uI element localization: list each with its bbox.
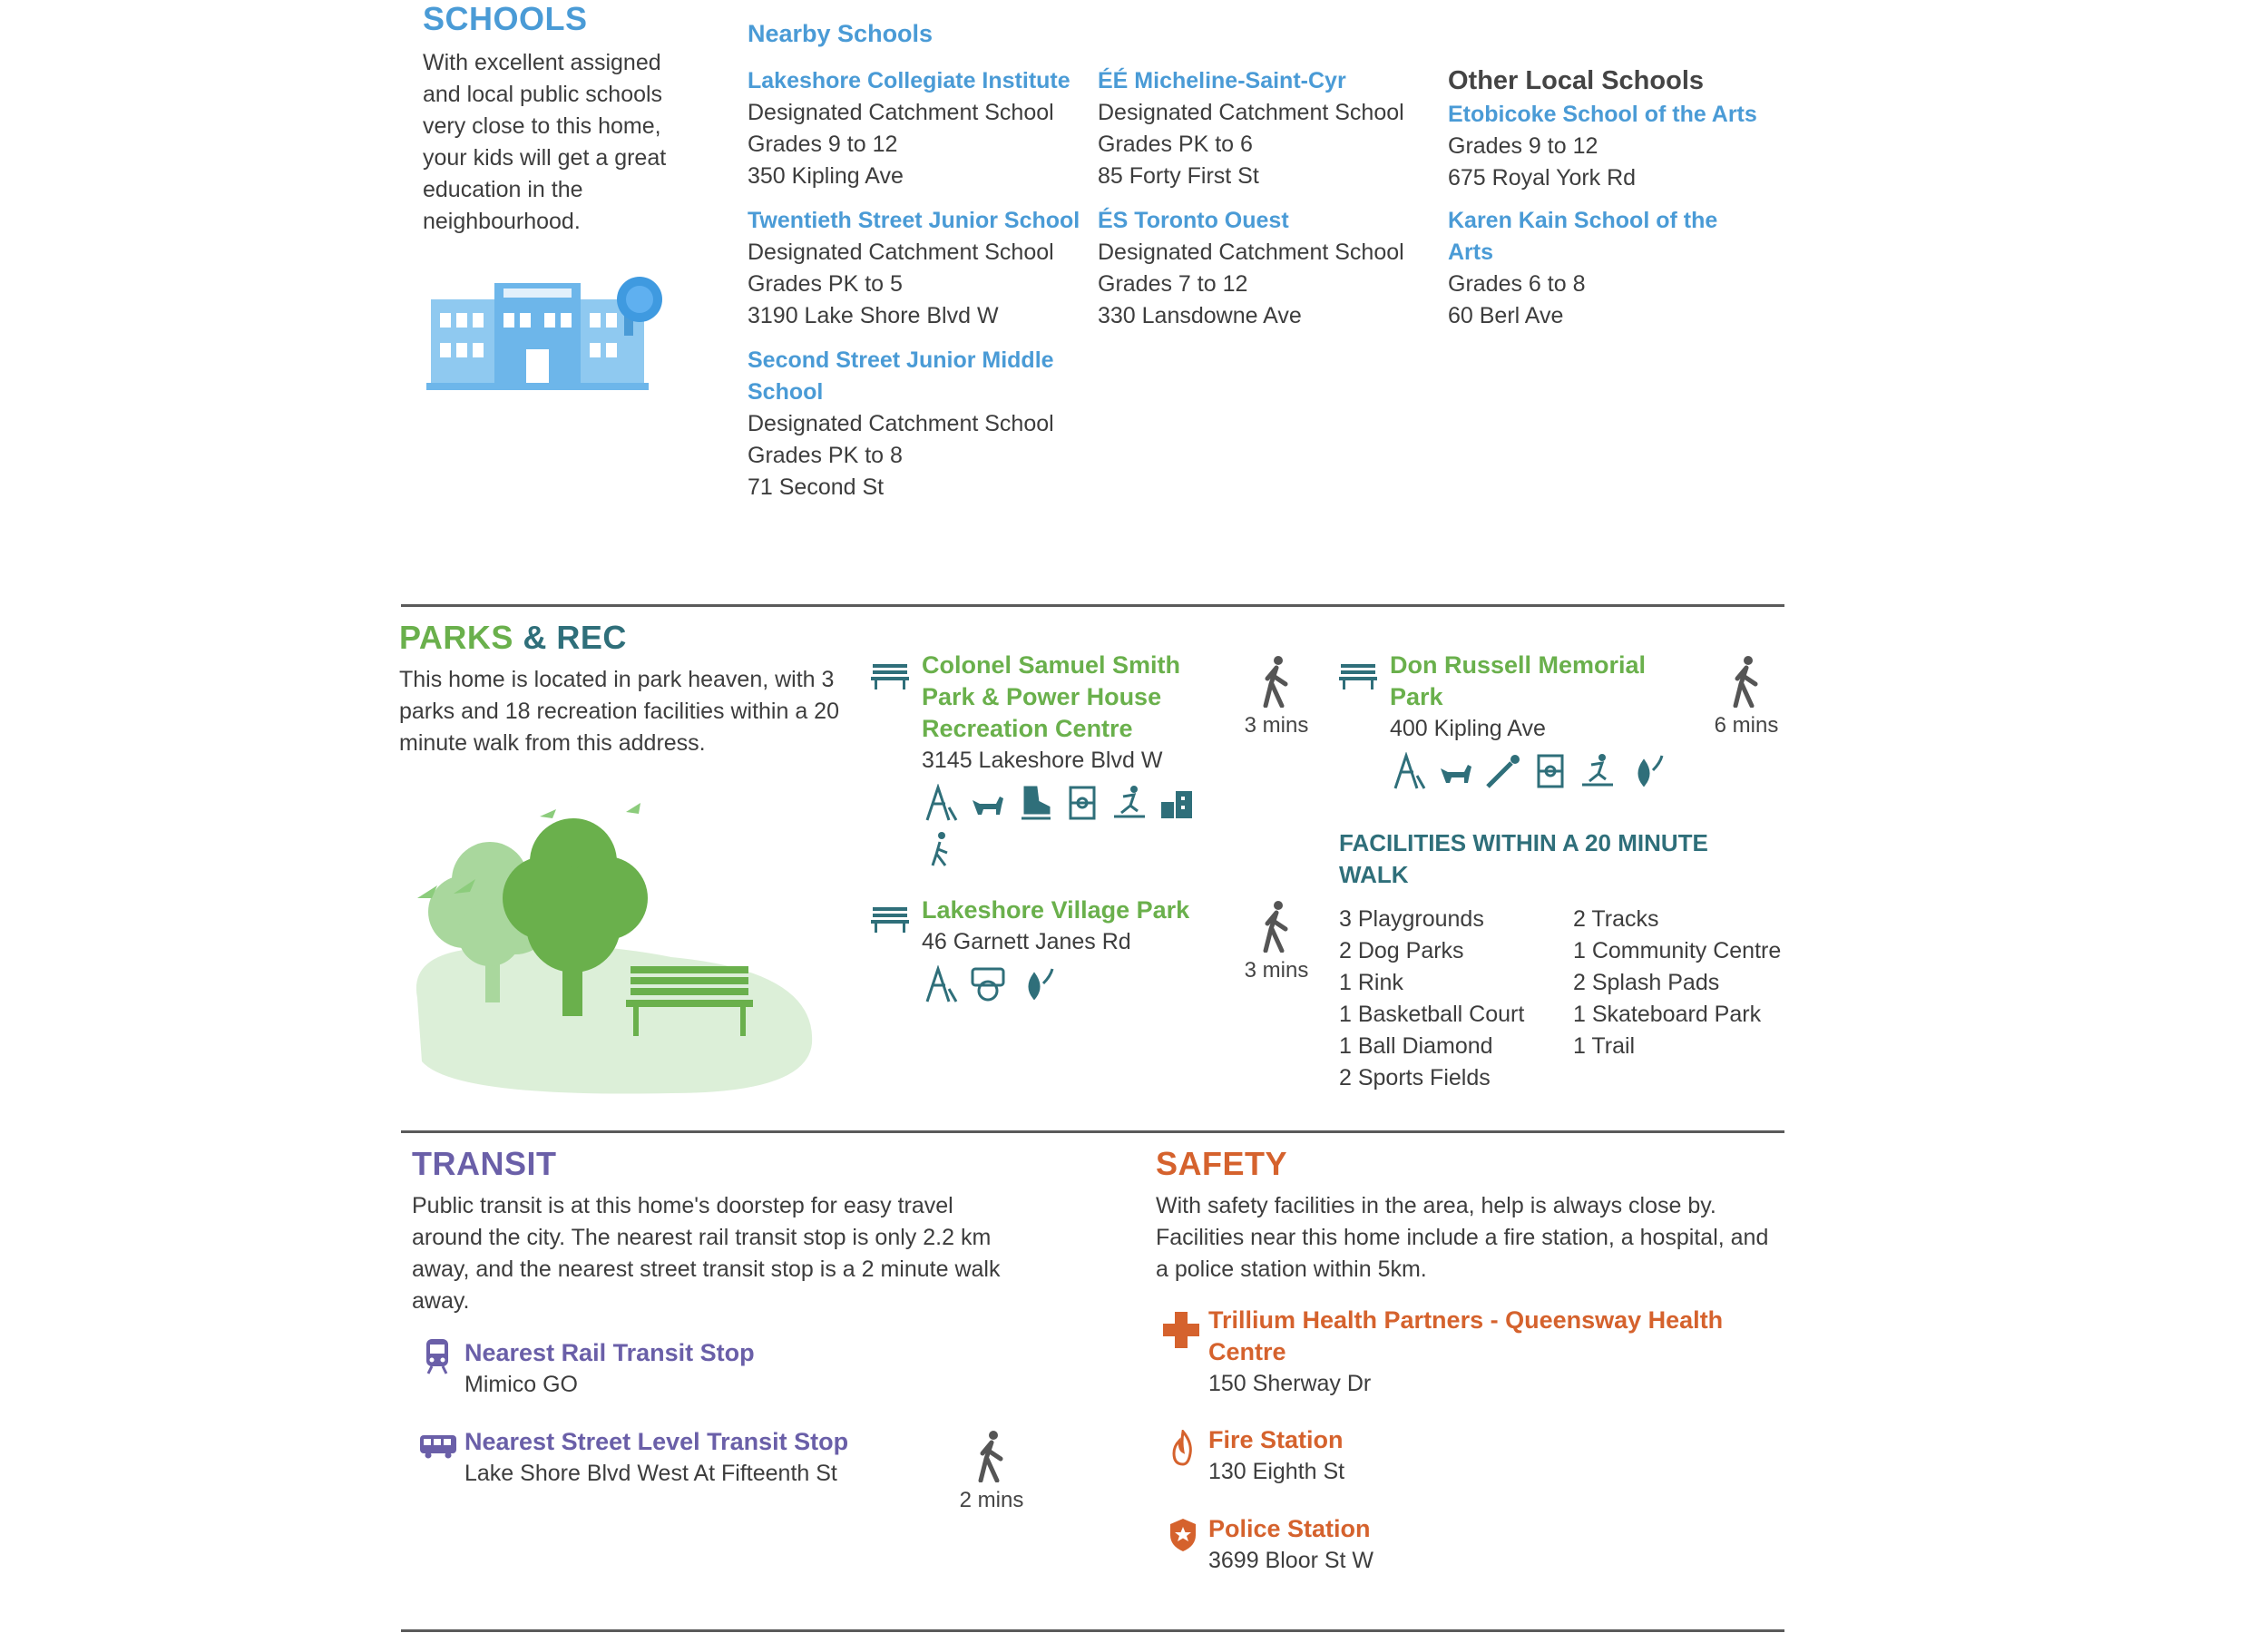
parks-title-amp: & [513,619,557,656]
transit-title: TRANSIT [412,1145,557,1182]
school-address: 60 Berl Ave [1448,303,1564,328]
school-address: 3190 Lake Shore Blvd W [748,303,999,328]
dog-park-icon [969,784,1007,822]
school-name-link[interactable]: ÉÉ Micheline-Saint-Cyr [1098,68,1346,93]
school-item [748,205,1083,332]
hospital-cross-icon [1161,1310,1201,1350]
street-transit-item [464,1426,848,1490]
park-item [1390,650,1689,790]
school-type: Designated Catchment School [748,100,1054,125]
fire-station-address: 130 Eighth St [1208,1459,1345,1484]
section-divider [401,1130,1784,1133]
playground-icon [922,965,960,1003]
facility-item: 2 Tracks [1573,906,1659,932]
facility-item: 3 Playgrounds [1339,906,1484,932]
school-building-icon [426,272,671,395]
schools-column-1 [748,65,1083,516]
park-walk-time [1236,655,1317,738]
other-schools-heading: Other Local Schools [1448,66,1704,95]
bench-icon [1339,662,1377,689]
school-item [748,65,1083,192]
train-icon [423,1337,452,1375]
school-item [1098,65,1433,192]
park-address: 400 Kipling Ave [1390,716,1546,741]
parks-title-rec: REC [556,619,627,656]
school-name-link[interactable]: Etobicoke School of the Arts [1448,102,1757,127]
facility-item: 1 Rink [1339,970,1403,995]
section-divider [401,1629,1784,1632]
walk-time-text: 2 mins [959,1488,1024,1512]
park-address: 3145 Lakeshore Blvd W [922,748,1163,773]
park-amenities [1390,752,1689,790]
parks-intro: This home is located in park heaven, with 3 parks and 18 recreation facilities within a 20 minute walk from this address. [399,667,839,756]
school-item [1098,205,1433,332]
hospital-name-link[interactable]: Trillium Health Partners - Queensway Health Centre [1208,1306,1724,1365]
hospital-item [1208,1305,1771,1400]
facilities-right-column [1573,904,1791,1094]
park-name-link[interactable]: Colonel Samuel Smith Park & Power House Recreation Centre [922,651,1181,742]
transit-walk-time [951,1430,1032,1513]
facility-item: 1 Basketball Court [1339,1002,1525,1027]
bench-icon [871,905,909,933]
school-address: 350 Kipling Ave [748,163,904,189]
rail-transit-item [464,1337,755,1401]
facility-item: 2 Dog Parks [1339,938,1464,963]
walking-person-icon [973,1430,1010,1482]
school-type: Designated Catchment School [748,411,1054,436]
school-name-link[interactable]: ÉS Toronto Ouest [1098,208,1289,233]
facilities-left-column [1339,904,1573,1094]
school-type: Designated Catchment School [1098,100,1404,125]
street-transit-value: Lake Shore Blvd West At Fifteenth St [464,1461,837,1486]
facility-item: 1 Community Centre [1573,938,1782,963]
fire-station-item [1208,1424,1344,1488]
facility-item: 1 Ball Diamond [1339,1033,1493,1059]
basketball-court-icon [969,965,1007,1003]
section-divider [401,604,1784,607]
police-station-address: 3699 Bloor St W [1208,1548,1374,1573]
school-address: 85 Forty First St [1098,163,1259,189]
park-address: 46 Garnett Janes Rd [922,929,1131,954]
school-name-link[interactable]: Second Street Junior Middle School [748,347,1054,405]
schools-title: SCHOOLS [423,0,588,37]
facility-item: 2 Sports Fields [1339,1065,1491,1090]
transit-intro: Public transit is at this home's doorstep for easy travel around the city. The nearest rail transit stop is only 2.2 km away, and the nearest street transit stop is a 2 minute walk away. [412,1193,1001,1314]
park-name-link[interactable]: Don Russell Memorial Park [1390,651,1647,710]
school-address: 675 Royal York Rd [1448,165,1637,191]
facility-item: 1 Skateboard Park [1573,1002,1762,1027]
park-name-link[interactable]: Lakeshore Village Park [922,896,1190,924]
park-amenities [922,784,1212,869]
ball-diamond-icon [1484,752,1522,790]
trail-hiker-icon [922,831,960,869]
police-station-item [1208,1513,1374,1577]
school-type: Designated Catchment School [748,240,1054,265]
playground-icon [922,784,960,822]
walking-person-icon [1728,655,1765,708]
parks-title-parks: PARKS [399,619,513,656]
parks-title [399,619,627,657]
school-grades: Grades 7 to 12 [1098,271,1248,297]
rail-transit-label[interactable]: Nearest Rail Transit Stop [464,1339,755,1366]
walk-time-text: 3 mins [1244,958,1309,983]
walking-person-icon [1258,900,1295,953]
rail-transit-value: Mimico GO [464,1372,578,1397]
sports-field-icon [1063,784,1101,822]
police-station-name-link[interactable]: Police Station [1208,1515,1371,1542]
walk-time-text: 6 mins [1714,713,1779,738]
safety-intro: With safety facilities in the area, help is always close by. Facilities near this home include a fire station, a hospital, and a police station within 5km. [1156,1193,1769,1282]
school-item [1448,99,1793,194]
facilities-list [1339,904,1791,1094]
school-grades: Grades 9 to 12 [1448,133,1598,159]
police-badge-icon [1168,1517,1198,1553]
fire-icon [1170,1430,1196,1466]
schools-intro: With excellent assigned and local public schools very close to this home, your kids will get a great education in the neighbourhood. [423,50,667,234]
community-centre-icon [1158,784,1196,822]
street-transit-label[interactable]: Nearest Street Level Transit Stop [464,1428,849,1455]
sports-field-icon [1531,752,1569,790]
track-runner-icon [1110,784,1149,822]
school-grades: Grades 6 to 8 [1448,271,1586,297]
park-walk-time [1236,900,1317,983]
school-type: Designated Catchment School [1098,240,1404,265]
schools-column-3 [1448,65,1793,345]
park-item [922,895,1221,1003]
school-grades: Grades PK to 6 [1098,132,1253,157]
fire-station-name-link[interactable]: Fire Station [1208,1426,1344,1453]
bench-icon [871,662,909,689]
school-address: 71 Second St [748,474,885,500]
park-item [922,650,1212,869]
nearby-schools-heading: Nearby Schools [748,20,934,47]
dog-park-icon [1437,752,1475,790]
walk-time-text: 3 mins [1244,713,1309,738]
school-grades: Grades PK to 5 [748,271,903,297]
schools-column-2 [1098,65,1433,345]
hospital-address: 150 Sherway Dr [1208,1371,1372,1396]
playground-icon [1390,752,1428,790]
track-runner-icon [1579,752,1617,790]
school-item [1448,205,1747,332]
splash-pad-icon [1626,752,1664,790]
school-grades: Grades 9 to 12 [748,132,898,157]
school-name-link[interactable]: Lakeshore Collegiate Institute [748,68,1070,93]
safety-title: SAFETY [1156,1145,1288,1182]
walking-person-icon [1258,655,1295,708]
school-name-link[interactable]: Twentieth Street Junior School [748,208,1080,233]
park-illustration-icon [399,789,826,1102]
facility-item: 2 Splash Pads [1573,970,1720,995]
facility-item: 1 Trail [1573,1033,1636,1059]
splash-pad-icon [1016,965,1054,1003]
school-name-link[interactable]: Karen Kain School of the Arts [1448,208,1718,265]
school-grades: Grades PK to 8 [748,443,903,468]
school-address: 330 Lansdowne Ave [1098,303,1302,328]
ice-skate-icon [1016,784,1054,822]
facilities-heading: FACILITIES WITHIN A 20 MINUTE WALK [1339,829,1708,888]
school-item [748,345,1083,504]
park-amenities [922,965,1221,1003]
bus-icon [419,1433,457,1459]
park-walk-time [1706,655,1787,738]
